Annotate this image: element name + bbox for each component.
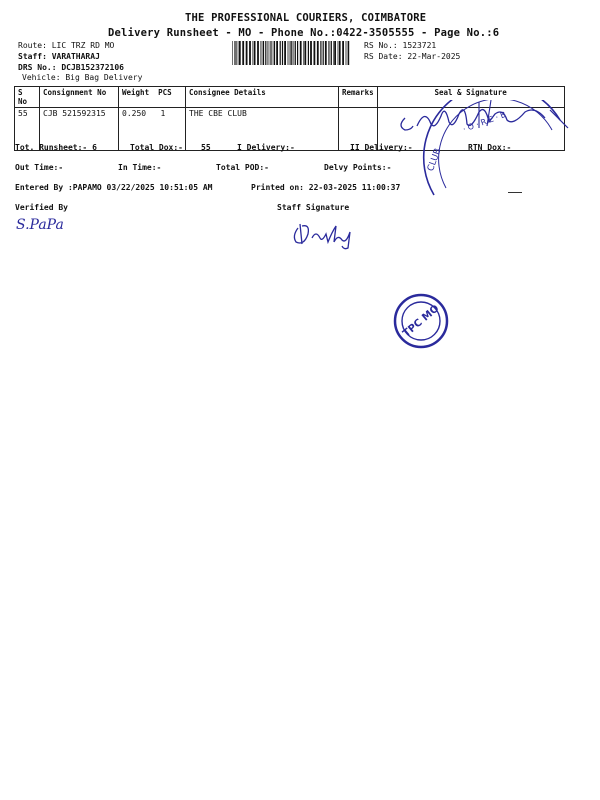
small-dash (508, 192, 522, 193)
header-weight: Weight (122, 88, 150, 97)
entered-by: Entered By :PAPAMO 03/22/2025 10:51:05 AM (15, 183, 213, 192)
total-dox-value: 55 (201, 143, 211, 152)
ii-delivery: II Delivery:- (350, 143, 413, 152)
rtn-dox: RTN Dox:- (468, 143, 512, 152)
svg-text:TPC MO: TPC MO (401, 303, 442, 340)
delvy-points: Delvy Points:- (324, 163, 392, 172)
page-title: THE PROFESSIONAL COURIERS, COIMBATORE (185, 12, 427, 24)
header-sno: S No (15, 87, 40, 108)
header-remarks: Remarks (339, 87, 378, 108)
cell-consignment: CJB 521592315 (40, 108, 119, 151)
rs-date-text: RS Date: 22-Mar-2025 (364, 52, 461, 61)
staff-signature-label: Staff Signature (277, 203, 350, 212)
staff-text: Staff: VARATHARAJ (18, 52, 100, 61)
page-subtitle: Delivery Runsheet - MO - Phone No.:0422-3505555 - Page No.:6 (108, 27, 500, 39)
vehicle-text: Vehicle: Big Bag Delivery (22, 73, 143, 82)
verified-signature: S.PaPa (16, 217, 64, 233)
header-consignment: Consignment No (40, 87, 119, 108)
svg-text:· O · R E · B: · O · R E · B (461, 109, 508, 134)
svg-text:CLUB: CLUB (426, 147, 444, 173)
cell-pcs: 1 (160, 109, 166, 118)
total-pod: Total POD:- (216, 163, 269, 172)
header-consignee: Consignee Details (186, 87, 339, 108)
tpc-stamp (393, 293, 449, 349)
cell-weight: 0.250 (122, 109, 147, 118)
total-dox-label: Total Dox:- (130, 143, 183, 152)
tot-runsheet: Tot. Runsheet:- 6 (15, 143, 97, 152)
in-time: In Time:- (118, 163, 162, 172)
i-delivery: I Delivery:- (237, 143, 295, 152)
receiver-signature (395, 100, 560, 140)
out-time: Out Time:- (15, 163, 64, 172)
printed-on: Printed on: 22-03-2025 11:00:37 (251, 183, 401, 192)
verified-by-label: Verified By (15, 203, 68, 212)
header-weight-pcs (119, 87, 186, 108)
drs-text: DRS No.: DCJB152372106 (18, 63, 124, 72)
cell-consignee: THE CBE CLUB (186, 108, 339, 151)
header-pcs: PCS (158, 88, 172, 97)
rs-no-text: RS No.: 1523721 (364, 41, 437, 50)
route-text: Route: LIC TRZ RD MO (18, 41, 115, 50)
barcode (232, 41, 350, 65)
header-seal: Seal & Signature (377, 87, 564, 108)
cell-sno: 55 (15, 108, 40, 151)
staff-signature (290, 220, 365, 250)
